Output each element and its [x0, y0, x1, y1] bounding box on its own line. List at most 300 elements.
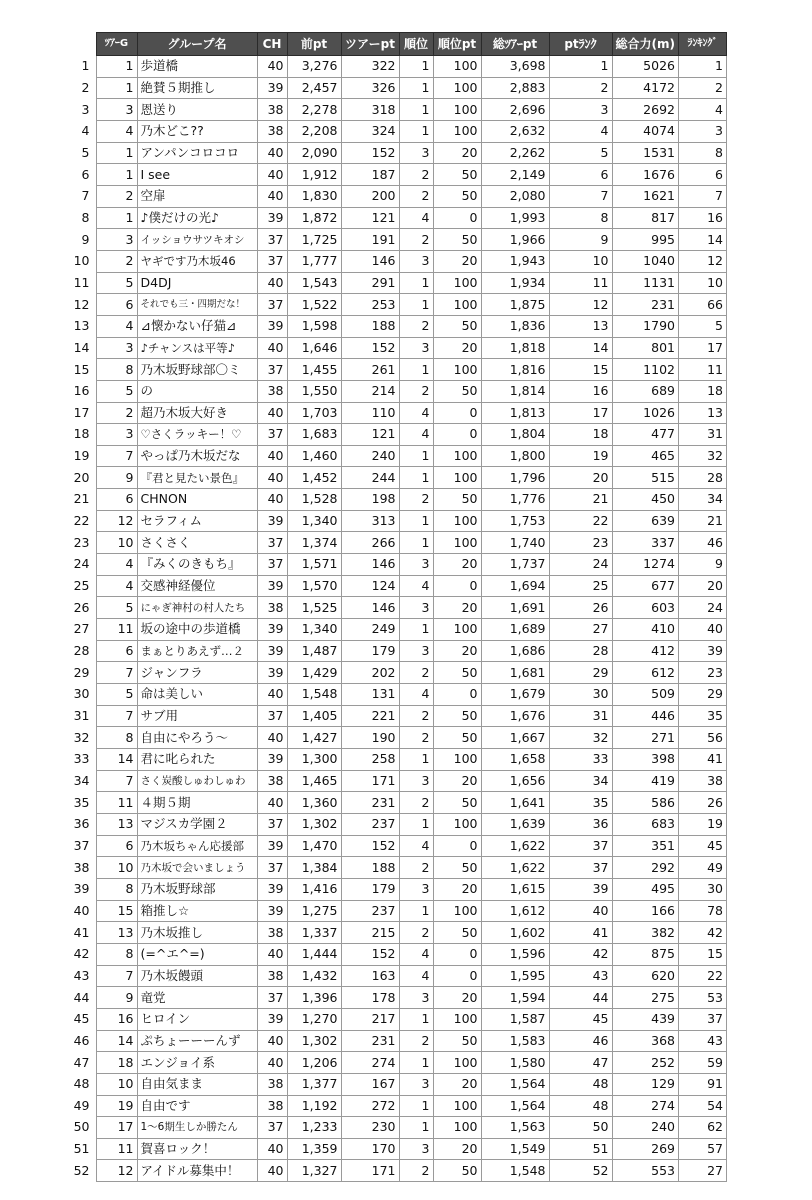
total-tour-pt-cell: 1,622	[481, 857, 549, 879]
pt-rank-cell: 18	[549, 424, 612, 446]
rank-cell: 3	[399, 597, 433, 619]
row-number: 14	[70, 337, 96, 359]
total-tour-pt-cell: 1,814	[481, 380, 549, 402]
tour-group-cell: 5	[96, 272, 137, 294]
total-tour-pt-cell: 1,681	[481, 662, 549, 684]
ranking-cell: 38	[678, 770, 726, 792]
total-tour-pt-cell: 3,698	[481, 56, 549, 78]
tour-pt-cell: 198	[341, 489, 399, 511]
rank-pt-cell: 20	[433, 597, 481, 619]
tour-pt-cell: 261	[341, 359, 399, 381]
table-row	[70, 1008, 726, 1030]
row-number: 23	[70, 532, 96, 554]
table-row	[70, 337, 726, 359]
rank-pt-cell: 50	[433, 489, 481, 511]
prev-pt-cell: 1,460	[287, 445, 341, 467]
row-number: 4	[70, 120, 96, 142]
total-power-cell: 817	[612, 207, 678, 229]
prev-pt-cell: 1,543	[287, 272, 341, 294]
row-number: 30	[70, 684, 96, 706]
total-power-cell: 639	[612, 510, 678, 532]
rank-pt-cell: 100	[433, 813, 481, 835]
prev-pt-cell: 1,396	[287, 987, 341, 1009]
tour-pt-cell: 163	[341, 965, 399, 987]
total-power-cell: 351	[612, 835, 678, 857]
tour-group-cell: 4	[96, 575, 137, 597]
pt-rank-cell: 16	[549, 380, 612, 402]
rank-cell: 4	[399, 207, 433, 229]
group-name-cell: セラフィム	[137, 510, 257, 532]
total-power-cell: 495	[612, 878, 678, 900]
tour-group-cell: 6	[96, 640, 137, 662]
ch-cell: 40	[257, 185, 287, 207]
total-tour-pt-cell: 1,622	[481, 835, 549, 857]
rank-pt-cell: 20	[433, 770, 481, 792]
prev-pt-cell: 1,340	[287, 619, 341, 641]
ranking-cell: 26	[678, 792, 726, 814]
tour-pt-cell: 291	[341, 272, 399, 294]
ranking-cell: 24	[678, 597, 726, 619]
table-row	[70, 727, 726, 749]
rank-pt-cell: 50	[433, 185, 481, 207]
total-power-cell: 477	[612, 424, 678, 446]
ranking-cell: 39	[678, 640, 726, 662]
ch-cell: 40	[257, 792, 287, 814]
ranking-cell: 8	[678, 142, 726, 164]
total-tour-pt-cell: 1,596	[481, 943, 549, 965]
ch-cell: 40	[257, 56, 287, 78]
row-number: 20	[70, 467, 96, 489]
group-name-cell: 竜党	[137, 987, 257, 1009]
table-row	[70, 402, 726, 424]
tour-group-cell: 8	[96, 943, 137, 965]
table-row	[70, 684, 726, 706]
rank-cell: 1	[399, 467, 433, 489]
pt-rank-cell: 4	[549, 120, 612, 142]
tour-group-cell: 15	[96, 900, 137, 922]
header-ch: CH	[257, 33, 287, 56]
tour-group-cell: 10	[96, 857, 137, 879]
total-power-cell: 419	[612, 770, 678, 792]
group-name-cell: の	[137, 380, 257, 402]
rank-cell: 2	[399, 380, 433, 402]
total-tour-pt-cell: 1,548	[481, 1160, 549, 1182]
total-tour-pt-cell: 1,818	[481, 337, 549, 359]
pt-rank-cell: 3	[549, 99, 612, 121]
table-row	[70, 813, 726, 835]
ranking-cell: 40	[678, 619, 726, 641]
header-tour-group: ﾂｱｰG	[96, 33, 137, 56]
rank-cell: 1	[399, 749, 433, 771]
total-power-cell: 410	[612, 619, 678, 641]
row-number: 6	[70, 164, 96, 186]
table-row	[70, 749, 726, 771]
ch-cell: 40	[257, 467, 287, 489]
total-power-cell: 1676	[612, 164, 678, 186]
tour-group-cell: 9	[96, 987, 137, 1009]
rank-pt-cell: 50	[433, 315, 481, 337]
prev-pt-cell: 2,278	[287, 99, 341, 121]
rank-cell: 3	[399, 1073, 433, 1095]
table-row	[70, 662, 726, 684]
total-power-cell: 439	[612, 1008, 678, 1030]
rank-cell: 1	[399, 1052, 433, 1074]
ranking-cell: 42	[678, 922, 726, 944]
rank-cell: 4	[399, 575, 433, 597]
table-row	[70, 900, 726, 922]
prev-pt-cell: 1,384	[287, 857, 341, 879]
rank-cell: 1	[399, 813, 433, 835]
row-number: 33	[70, 749, 96, 771]
tour-pt-cell: 187	[341, 164, 399, 186]
prev-pt-cell: 1,725	[287, 229, 341, 251]
pt-rank-cell: 41	[549, 922, 612, 944]
total-power-cell: 689	[612, 380, 678, 402]
rank-pt-cell: 20	[433, 142, 481, 164]
ranking-cell: 45	[678, 835, 726, 857]
ranking-cell: 49	[678, 857, 726, 879]
total-tour-pt-cell: 1,816	[481, 359, 549, 381]
tour-group-cell: 10	[96, 1073, 137, 1095]
rank-cell: 1	[399, 900, 433, 922]
tour-group-cell: 8	[96, 878, 137, 900]
tour-group-cell: 8	[96, 727, 137, 749]
tour-group-cell: 7	[96, 445, 137, 467]
tour-group-cell: 3	[96, 424, 137, 446]
ranking-table	[70, 32, 727, 1182]
ch-cell: 40	[257, 445, 287, 467]
pt-rank-cell: 14	[549, 337, 612, 359]
pt-rank-cell: 12	[549, 294, 612, 316]
total-power-cell: 269	[612, 1138, 678, 1160]
table-row	[70, 554, 726, 576]
tour-group-cell: 7	[96, 662, 137, 684]
row-number: 32	[70, 727, 96, 749]
row-number: 52	[70, 1160, 96, 1182]
rownum-header	[70, 33, 96, 56]
rank-cell: 1	[399, 120, 433, 142]
pt-rank-cell: 37	[549, 835, 612, 857]
table-row	[70, 922, 726, 944]
total-tour-pt-cell: 1,564	[481, 1073, 549, 1095]
prev-pt-cell: 1,302	[287, 813, 341, 835]
rank-pt-cell: 50	[433, 792, 481, 814]
header-total-power: 総合力(m)	[612, 33, 678, 56]
rank-pt-cell: 0	[433, 943, 481, 965]
prev-pt-cell: 1,571	[287, 554, 341, 576]
header-row	[70, 33, 726, 56]
tour-group-cell: 1	[96, 207, 137, 229]
row-number: 16	[70, 380, 96, 402]
table-row	[70, 229, 726, 251]
group-name-cell: 自由気まま	[137, 1073, 257, 1095]
table-row	[70, 575, 726, 597]
table-row	[70, 467, 726, 489]
pt-rank-cell: 25	[549, 575, 612, 597]
pt-rank-cell: 8	[549, 207, 612, 229]
rank-pt-cell: 100	[433, 120, 481, 142]
table-row	[70, 987, 726, 1009]
table-row	[70, 142, 726, 164]
ch-cell: 37	[257, 554, 287, 576]
tour-pt-cell: 237	[341, 900, 399, 922]
rank-cell: 1	[399, 510, 433, 532]
pt-rank-cell: 30	[549, 684, 612, 706]
pt-rank-cell: 17	[549, 402, 612, 424]
row-number: 50	[70, 1117, 96, 1139]
rank-pt-cell: 100	[433, 532, 481, 554]
prev-pt-cell: 1,528	[287, 489, 341, 511]
total-power-cell: 1531	[612, 142, 678, 164]
table-row	[70, 857, 726, 879]
row-number: 41	[70, 922, 96, 944]
rank-pt-cell: 0	[433, 207, 481, 229]
ch-cell: 39	[257, 640, 287, 662]
ranking-cell: 23	[678, 662, 726, 684]
tour-group-cell: 11	[96, 1138, 137, 1160]
group-name-cell: 君に叱られた	[137, 749, 257, 771]
total-tour-pt-cell: 1,612	[481, 900, 549, 922]
rank-cell: 4	[399, 424, 433, 446]
row-number: 49	[70, 1095, 96, 1117]
pt-rank-cell: 26	[549, 597, 612, 619]
total-power-cell: 446	[612, 705, 678, 727]
table-row	[70, 705, 726, 727]
rank-cell: 3	[399, 1138, 433, 1160]
group-name-cell: 賀喜ロック！	[137, 1138, 257, 1160]
tour-pt-cell: 146	[341, 250, 399, 272]
ranking-cell: 10	[678, 272, 726, 294]
tour-group-cell: 5	[96, 597, 137, 619]
prev-pt-cell: 1,327	[287, 1160, 341, 1182]
tour-pt-cell: 179	[341, 878, 399, 900]
total-tour-pt-cell: 1,740	[481, 532, 549, 554]
table-row	[70, 792, 726, 814]
group-name-cell: ぷちょーーーんず	[137, 1030, 257, 1052]
rank-pt-cell: 100	[433, 272, 481, 294]
group-name-cell: 乃木坂野球部〇ミ	[137, 359, 257, 381]
tour-pt-cell: 146	[341, 554, 399, 576]
prev-pt-cell: 1,912	[287, 164, 341, 186]
tour-group-cell: 1	[96, 56, 137, 78]
ranking-cell: 13	[678, 402, 726, 424]
ch-cell: 40	[257, 337, 287, 359]
total-tour-pt-cell: 1,943	[481, 250, 549, 272]
group-name-cell: ♡さくラッキー！♡	[137, 424, 257, 446]
ranking-cell: 28	[678, 467, 726, 489]
ch-cell: 37	[257, 532, 287, 554]
tour-pt-cell: 121	[341, 424, 399, 446]
rank-cell: 1	[399, 272, 433, 294]
rank-pt-cell: 50	[433, 380, 481, 402]
tour-pt-cell: 326	[341, 77, 399, 99]
ranking-cell: 21	[678, 510, 726, 532]
rank-pt-cell: 20	[433, 878, 481, 900]
row-number: 44	[70, 987, 96, 1009]
total-tour-pt-cell: 2,696	[481, 99, 549, 121]
prev-pt-cell: 2,090	[287, 142, 341, 164]
total-tour-pt-cell: 1,656	[481, 770, 549, 792]
tour-group-cell: 3	[96, 229, 137, 251]
pt-rank-cell: 51	[549, 1138, 612, 1160]
pt-rank-cell: 45	[549, 1008, 612, 1030]
tour-pt-cell: 221	[341, 705, 399, 727]
tour-pt-cell: 237	[341, 813, 399, 835]
prev-pt-cell: 1,233	[287, 1117, 341, 1139]
total-power-cell: 1274	[612, 554, 678, 576]
ch-cell: 39	[257, 315, 287, 337]
pt-rank-cell: 24	[549, 554, 612, 576]
table-row	[70, 489, 726, 511]
group-name-cell: 乃木坂ちゃん応援部	[137, 835, 257, 857]
rank-cell: 4	[399, 965, 433, 987]
ranking-cell: 54	[678, 1095, 726, 1117]
group-name-cell: まぁとりあえず…２	[137, 640, 257, 662]
tour-group-cell: 10	[96, 532, 137, 554]
group-name-cell: 恩送り	[137, 99, 257, 121]
group-name-cell: 超乃木坂大好き	[137, 402, 257, 424]
rank-cell: 2	[399, 489, 433, 511]
group-name-cell: エンジョイ系	[137, 1052, 257, 1074]
ch-cell: 38	[257, 380, 287, 402]
tour-pt-cell: 322	[341, 56, 399, 78]
pt-rank-cell: 15	[549, 359, 612, 381]
total-power-cell: 240	[612, 1117, 678, 1139]
prev-pt-cell: 1,470	[287, 835, 341, 857]
prev-pt-cell: 1,432	[287, 965, 341, 987]
tour-group-cell: 12	[96, 1160, 137, 1182]
prev-pt-cell: 3,276	[287, 56, 341, 78]
rank-pt-cell: 50	[433, 229, 481, 251]
total-power-cell: 275	[612, 987, 678, 1009]
prev-pt-cell: 1,522	[287, 294, 341, 316]
tour-group-cell: 1	[96, 142, 137, 164]
rank-pt-cell: 50	[433, 164, 481, 186]
tour-group-cell: 4	[96, 120, 137, 142]
ranking-cell: 1	[678, 56, 726, 78]
pt-rank-cell: 22	[549, 510, 612, 532]
ch-cell: 39	[257, 207, 287, 229]
total-power-cell: 620	[612, 965, 678, 987]
prev-pt-cell: 1,777	[287, 250, 341, 272]
rank-pt-cell: 20	[433, 1138, 481, 1160]
rank-cell: 2	[399, 662, 433, 684]
tour-pt-cell: 179	[341, 640, 399, 662]
group-name-cell: (=^エ^=)	[137, 943, 257, 965]
header-total-tour-pt: 総ﾂｱｰpt	[481, 33, 549, 56]
tour-group-cell: 7	[96, 965, 137, 987]
rank-pt-cell: 100	[433, 900, 481, 922]
total-power-cell: 271	[612, 727, 678, 749]
rank-pt-cell: 50	[433, 727, 481, 749]
ch-cell: 38	[257, 965, 287, 987]
ranking-cell: 29	[678, 684, 726, 706]
table-row	[70, 272, 726, 294]
group-name-cell: ジャンフラ	[137, 662, 257, 684]
tour-group-cell: 13	[96, 813, 137, 835]
group-name-cell: さく炭酸しゅわしゅわ	[137, 770, 257, 792]
rank-cell: 1	[399, 1117, 433, 1139]
pt-rank-cell: 5	[549, 142, 612, 164]
total-power-cell: 337	[612, 532, 678, 554]
rank-pt-cell: 0	[433, 965, 481, 987]
total-power-cell: 509	[612, 684, 678, 706]
table-row	[70, 532, 726, 554]
total-tour-pt-cell: 1,549	[481, 1138, 549, 1160]
table-row	[70, 380, 726, 402]
ranking-cell: 17	[678, 337, 726, 359]
total-tour-pt-cell: 1,602	[481, 922, 549, 944]
rank-pt-cell: 100	[433, 445, 481, 467]
total-power-cell: 450	[612, 489, 678, 511]
prev-pt-cell: 1,683	[287, 424, 341, 446]
row-number: 12	[70, 294, 96, 316]
ch-cell: 39	[257, 575, 287, 597]
pt-rank-cell: 13	[549, 315, 612, 337]
ranking-cell: 14	[678, 229, 726, 251]
total-power-cell: 1040	[612, 250, 678, 272]
pt-rank-cell: 27	[549, 619, 612, 641]
table-row	[70, 1095, 726, 1117]
group-name-cell: マジスカ学園２	[137, 813, 257, 835]
prev-pt-cell: 1,360	[287, 792, 341, 814]
tour-group-cell: 5	[96, 380, 137, 402]
prev-pt-cell: 1,570	[287, 575, 341, 597]
table-row	[70, 878, 726, 900]
table-row	[70, 294, 726, 316]
row-number: 1	[70, 56, 96, 78]
total-power-cell: 368	[612, 1030, 678, 1052]
total-tour-pt-cell: 1,836	[481, 315, 549, 337]
ranking-cell: 59	[678, 1052, 726, 1074]
prev-pt-cell: 1,359	[287, 1138, 341, 1160]
tour-pt-cell: 170	[341, 1138, 399, 1160]
total-power-cell: 677	[612, 575, 678, 597]
tour-pt-cell: 152	[341, 142, 399, 164]
tour-pt-cell: 230	[341, 1117, 399, 1139]
ranking-cell: 30	[678, 878, 726, 900]
total-tour-pt-cell: 1,875	[481, 294, 549, 316]
total-tour-pt-cell: 1,691	[481, 597, 549, 619]
total-tour-pt-cell: 1,594	[481, 987, 549, 1009]
pt-rank-cell: 36	[549, 813, 612, 835]
rank-cell: 3	[399, 142, 433, 164]
group-name-cell: アンパンコロコロ	[137, 142, 257, 164]
group-name-cell: ♪チャンスは平等♪	[137, 337, 257, 359]
row-number: 28	[70, 640, 96, 662]
tour-pt-cell: 240	[341, 445, 399, 467]
tour-pt-cell: 191	[341, 229, 399, 251]
row-number: 26	[70, 597, 96, 619]
rank-pt-cell: 100	[433, 56, 481, 78]
total-tour-pt-cell: 1,737	[481, 554, 549, 576]
pt-rank-cell: 48	[549, 1095, 612, 1117]
total-power-cell: 1026	[612, 402, 678, 424]
ch-cell: 40	[257, 684, 287, 706]
ch-cell: 37	[257, 229, 287, 251]
prev-pt-cell: 1,192	[287, 1095, 341, 1117]
tour-pt-cell: 244	[341, 467, 399, 489]
total-power-cell: 1102	[612, 359, 678, 381]
group-name-cell: 歩道橋	[137, 56, 257, 78]
rank-cell: 1	[399, 359, 433, 381]
table-row	[70, 424, 726, 446]
total-power-cell: 2692	[612, 99, 678, 121]
tour-group-cell: 11	[96, 619, 137, 641]
group-name-cell: 乃木坂野球部	[137, 878, 257, 900]
total-tour-pt-cell: 1,563	[481, 1117, 549, 1139]
tour-group-cell: 2	[96, 250, 137, 272]
